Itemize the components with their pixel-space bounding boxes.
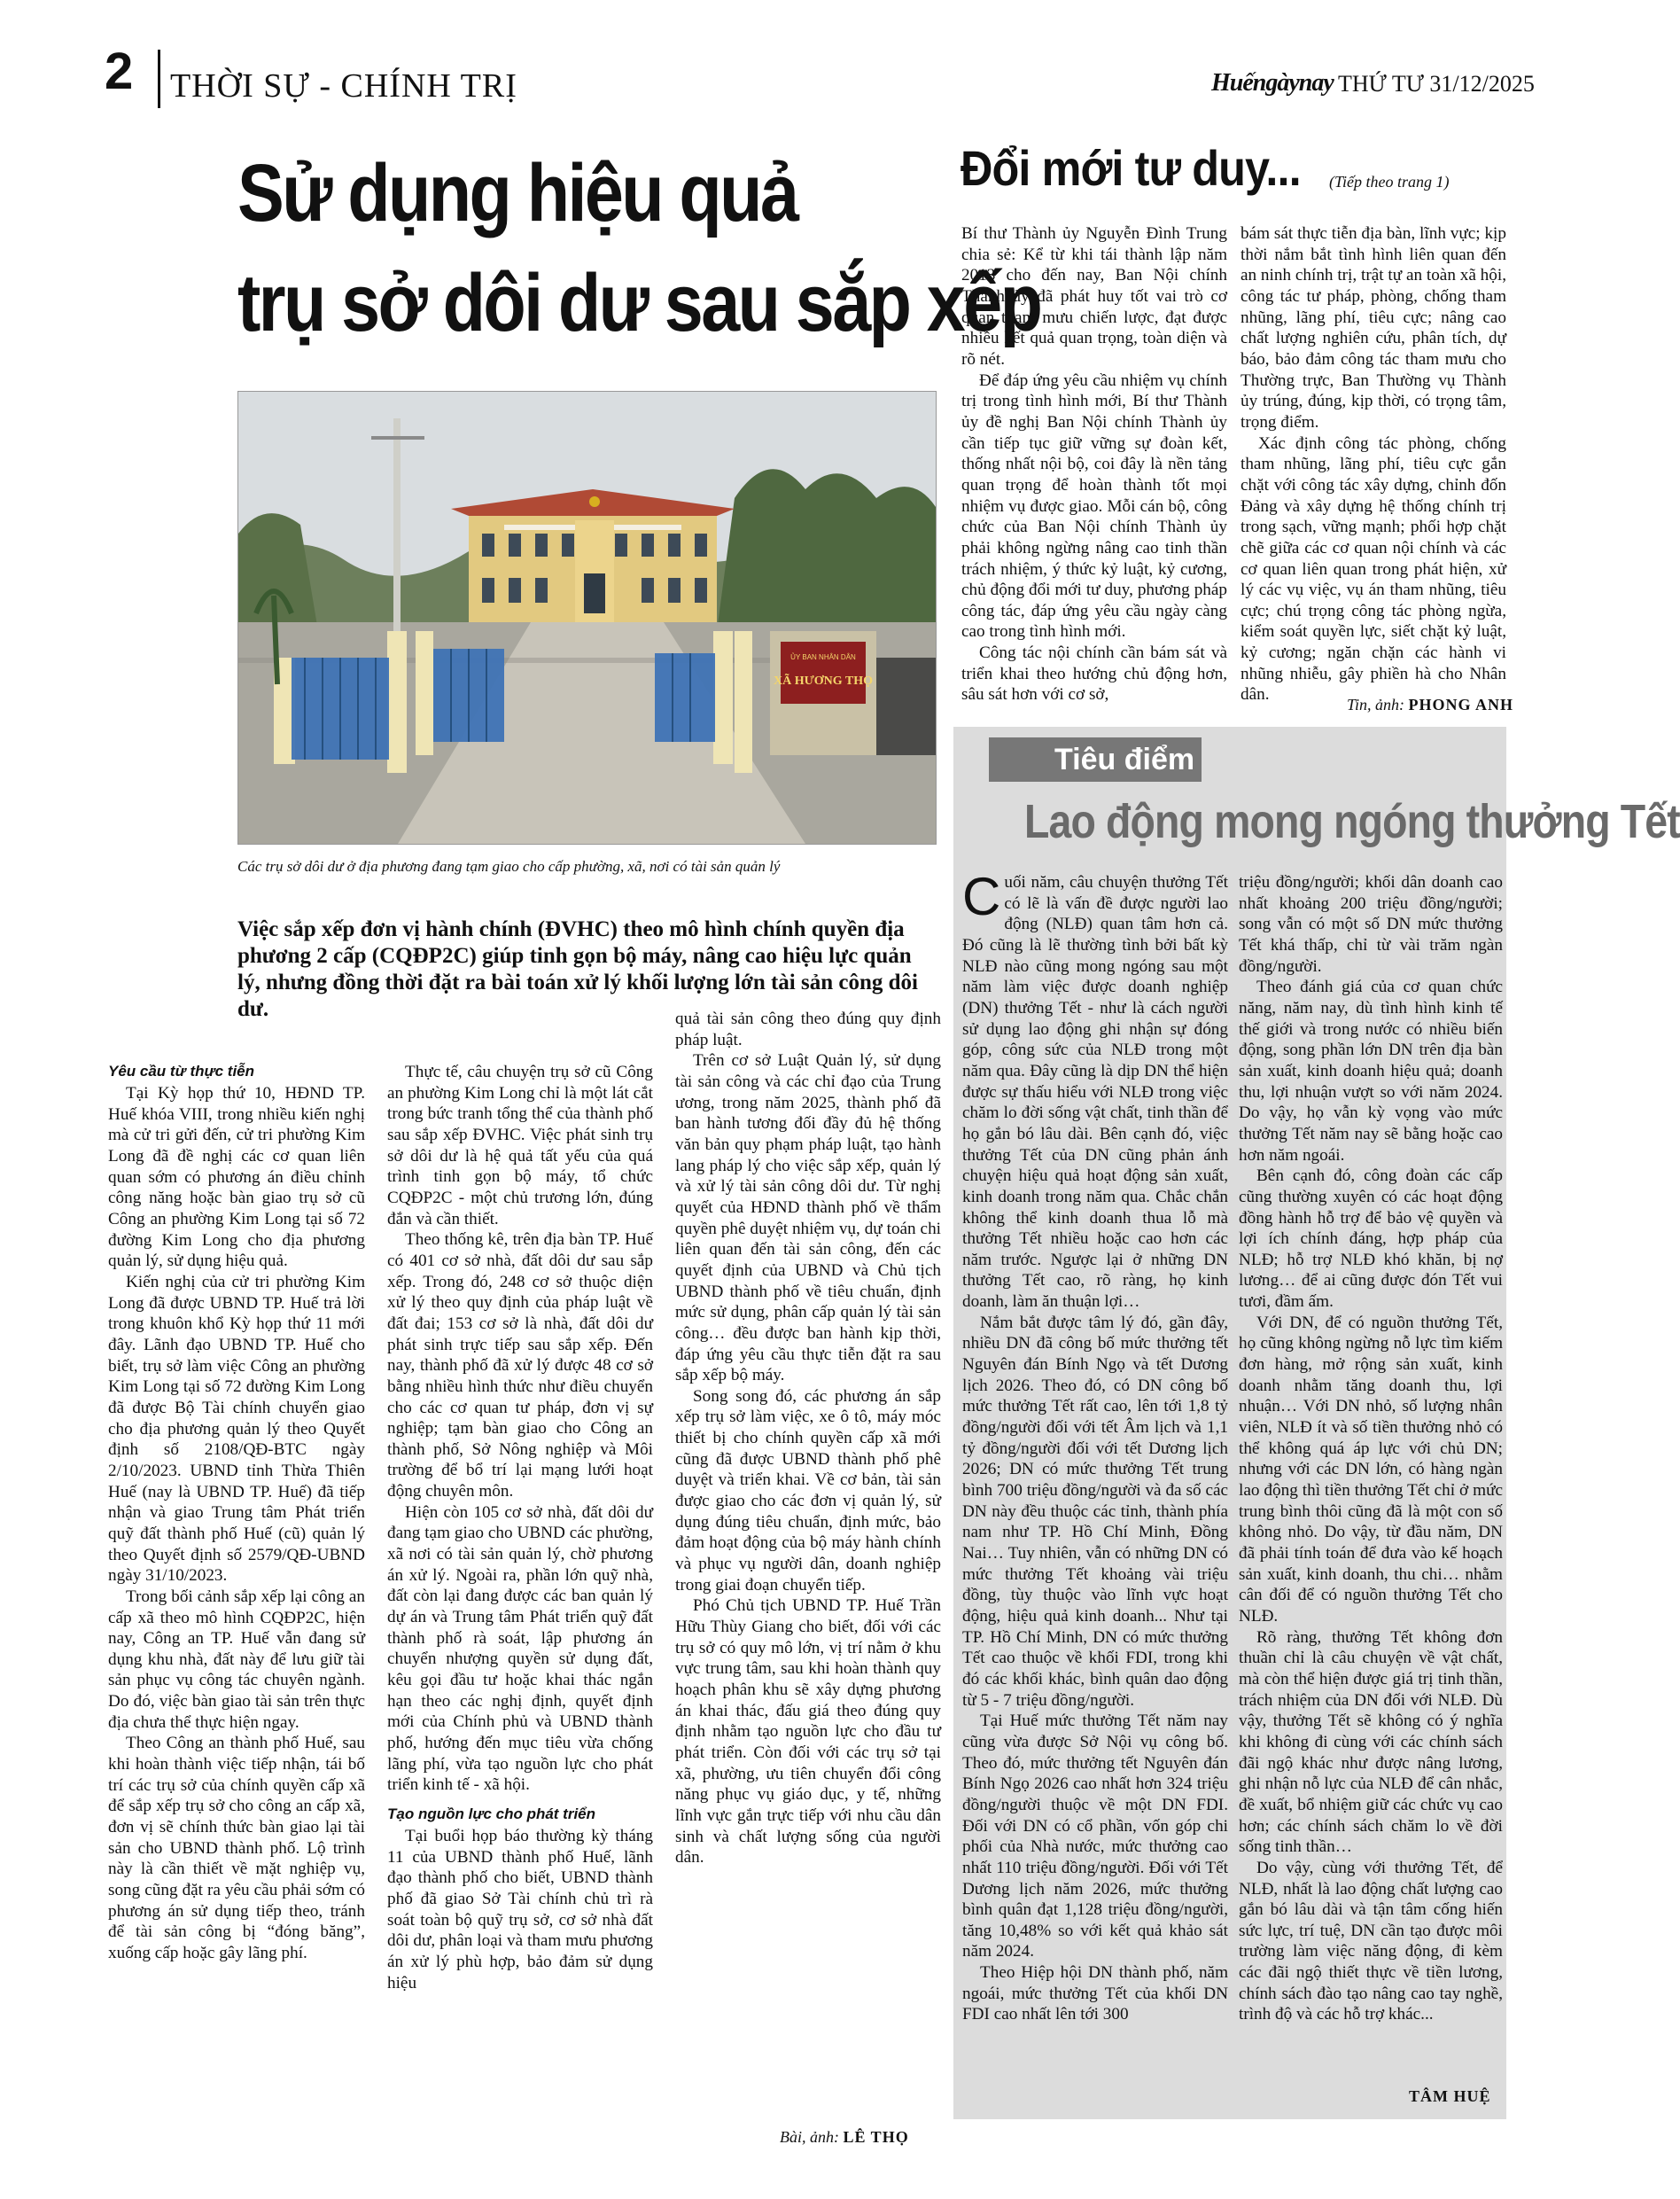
focus-column-2 xyxy=(1239,872,1503,2025)
subheading: Yêu cầu từ thực tiễn xyxy=(108,1063,255,1080)
main-headline-line2: trụ sở dôi dư sau sắp xếp xyxy=(237,258,1041,348)
paragraph: Hiện còn 105 cơ sở nhà, đất dôi dư đang tạm giao cho UBND các phường, xã nơi có tài sản quản lý, chờ phương án xử lý. Ngoài ra, phần lớn quỹ nhà, đất còn lại đang được các ban quản lý dự án và Trung tâm Phát triển quỹ đất thành phố rà soát, lập phương án chuyển nhượng quyền sử dụng đất, kêu gọi đầu tư hoặc khai thác ngắn hạn theo các nghị định, quyết định mới của Chính phủ và UBND thành phố, hướng đến mục tiêu vừa chống lãng phí, vừa tạo nguồn lực cho phát triển kinh tế - xã hội. xyxy=(387,1502,653,1795)
paragraph: Thực tế, câu chuyện trụ sở cũ Công an phường Kim Long chỉ là một lát cắt trong bức tranh tổng thể của thành phố sau sắp xếp ĐVHC. Việc phát sinh trụ sở dôi dư là hệ quả tất yếu của quá trình tinh gọn bộ máy, tổ chức CQĐP2C - một chủ trương lớn, đúng đắn và cần thiết. xyxy=(387,1063,653,1228)
main-column-2 xyxy=(387,1062,653,1993)
continued-note: (Tiếp theo trang 1) xyxy=(1329,173,1450,191)
focus-column-1 xyxy=(962,867,1228,2025)
focus-headline: Lao động mong ngóng thưởng Tết xyxy=(1024,795,1680,848)
paragraph: Trên cơ sở Luật Quản lý, sử dụng tài sản công và các chỉ đạo của Trung ương, trong năm 2025, thành phố đã ban hành tương đối đầy đủ hệ thống văn bản quy phạm pháp luật, tạo hành lang pháp lý cho việc sắp xếp, quản lý và xử lý tài sản công dôi dư. Từ nghị quyết của HĐND thành phố về thẩm quyền phê duyệt nhiệm vụ, dự toán chi liên quan đến tài sản công, đến các quyết định của UBND và Chủ tịch UBND thành phố về tiêu chuẩn, định mức sử dụng, phân cấp quản lý tài sản công… đều được ban hành kịp thời, đáp ứng yêu cầu thực tiễn đặt ra sau sắp xếp bộ máy. xyxy=(675,1051,941,1385)
paragraph: Bí thư Thành ủy Nguyễn Đình Trung chia sẻ: Kể từ khi tái thành lập năm 2013 cho đến nay, Ban Nội chính Thành ủy đã phát huy tốt vai trò cơ quan tham mưu chiến lược, đạt được nhiều kết quả quan trọng, toàn diện và rõ nét. xyxy=(961,224,1227,369)
paragraph: Trong bối cảnh sắp xếp lại công an cấp xã theo mô hình CQĐP2C, hiện nay, Công an TP. Huế vẫn đang sử dụng khu nhà, đất này để lưu giữ tài sản phục vụ công tác chuyên ngành. Do đó, việc bàn giao tài sản trên thực địa chưa thể thực hiện ngay. xyxy=(108,1587,365,1732)
paragraph: bám sát thực tiễn địa bàn, lĩnh vực; kịp thời nắm bắt tình hình liên quan đến an ninh chính trị, trật tự an toàn xã hội, công tác tư pháp, phòng, chống tham nhũng, lãng phí, tiêu cực; nâng cao chất lượng nghiên cứu, phân tích, dự báo, bảo đảm công tác tham mưu cho Thường trực, Ban Thường vụ Thành ủy trúng, đúng, kịp thời, có trọng tâm, trọng điểm. xyxy=(1241,224,1506,432)
paragraph: Phó Chủ tịch UBND TP. Huế Trần Hữu Thùy Giang cho biết, đối với các trụ sở có quy mô lớn, vị trí nằm ở khu vực trung tâm, sau khi hoàn thành quy hoạch phân khu sẽ xây dựng phương án khai thác, đấu giá theo đúng quy định nhằm tạo nguồn lực cho đầu tư phát triển. Còn đối với các trụ sở tại xã, phường, ưu tiên chuyển đổi công năng phục vụ giáo dục, y tế, những lĩnh vực gắn trực tiếp với nhu cầu dân sinh và chất lượng sống của người dân. xyxy=(675,1596,941,1868)
paragraph: Tại Kỳ họp thứ 10, HĐND TP. Huế khóa VIII, trong nhiều kiến nghị mà cử tri gửi đến, cử tri phường Kim Long đã đề nghị các cơ quan liên quan sớm có phương án điều chỉnh công năng hoặc bàn giao trụ sở cũ Công an phường Kim Long tại số 72 đường Kim Long cho địa phương quản lý, sử dụng hiệu quả. xyxy=(108,1084,365,1271)
paragraph: Xác định công tác phòng, chống tham nhũng, lãng phí, tiêu cực gắn chặt với công tác xây dựng, chỉnh đốn Đảng và xây dựng hệ thống chính trị trong sạch, vững mạnh; phối hợp chặt chẽ giữa các cơ quan nội chính và các cơ quan liên quan trong phát hiện, xử lý các vụ việc, vụ án tham nhũng, tiêu cực; chú trọng công tác phòng ngừa, kiểm soát quyền lực, siết chặt kỷ luật, kỷ cương; ngăn chặn các hành vi nhũng nhiễu, gây phiền hà cho Nhân dân. xyxy=(1241,433,1506,705)
sign-small-text: ỦY BAN NHÂN DÂN xyxy=(790,653,856,661)
main-headline-line1: Sử dụng hiệu quả xyxy=(237,148,797,238)
byline-name: PHONG ANH xyxy=(1408,696,1514,714)
paragraph: Theo Công an thành phố Huế, sau khi hoàn thành việc tiếp nhận, tái bố trí các trụ sở của chính quyền cấp xã để sắp xếp trụ sở cho công an cấp xã, đơn vị sẽ chính thức bàn giao lại tài sản cho UBND thành phố. Lộ trình này là cần thiết về mặt nghiệp vụ, song cũng đặt ra yêu cầu phải sớm có phương án sử dụng tiếp theo, tránh để tài sản công bị “đóng băng”, xuống cấp hoặc gây lãng phí. xyxy=(108,1734,365,1962)
paragraph: Nắm bắt được tâm lý đó, gần đây, nhiều DN đã công bố mức thưởng tết Nguyên đán Bính Ngọ và tết Dương lịch 2026. Theo đó, có DN công bố mức thưởng Tết rất cao, lên tới 1,8 tỷ đồng/người đối với tết Âm lịch và 1,1 tỷ đồng/người đối với tết Dương lịch 2026; DN có mức thưởng Tết trung bình 700 triệu đồng/người và đa số các DN này đều thuộc các tỉnh, thành phía nam như TP. Hồ Chí Minh, Đồng Nai… Tuy nhiên, vẫn có những DN có mức thưởng Tết khoảng vài triệu đồng, tùy thuộc vào lĩnh vực hoạt động, hiệu quả kinh doanh... Như tại TP. Hồ Chí Minh, DN có mức thưởng Tết cao thuộc về khối FDI, trong khi đó các khối khác, bình quân dao động từ 5 - 7 triệu đồng/người. xyxy=(962,1313,1228,1710)
focus-tag: Tiêu điểm xyxy=(1054,743,1195,776)
issue-date: THỨ TƯ 31/12/2025 xyxy=(1338,71,1535,97)
building-photo xyxy=(237,391,937,845)
right-column-1 xyxy=(961,223,1227,706)
paragraph: Theo Hiệp hội DN thành phố, năm ngoái, mức thưởng Tết của khối DN FDI cao nhất lên tới 300 xyxy=(962,1963,1228,2024)
right-column-2 xyxy=(1241,223,1506,706)
sign-big-text: XÃ HƯƠNG THỌ xyxy=(773,675,874,688)
paragraph: Tại buổi họp báo thường kỳ tháng 11 của UBND thành phố Huế, lãnh đạo thành phố cho biết, UBND thành phố đã giao Sở Tài chính chủ trì rà soát toàn bộ quỹ trụ sở, cơ sở nhà đất dôi dư, phân loại và tham mưu phương án xử lý phù hợp, bảo đảm sử dụng hiệu xyxy=(387,1827,653,1992)
paragraph: Để đáp ứng yêu cầu nhiệm vụ chính trị trong tình hình mới, Bí thư Thành ủy đề nghị Ban Nội chính Thành ủy cần tiếp tục giữ vững sự đoàn kết, thống nhất nội bộ, coi đây là nền tảng quan trọng để hoàn thành tốt mọi nhiệm vụ được giao. Mỗi cán bộ, công chức của Ban Nội chính Thành ủy phải không ngừng nâng cao tinh thần trách nhiệm, ý thức kỷ luật, kỷ cương, chủ động đổi mới tư duy, phương pháp công tác, đáp ứng yêu cầu ngày càng cao trong tình hình mới. xyxy=(961,370,1227,642)
paragraph: Do vậy, cùng với thưởng Tết, để NLĐ, nhất là lao động chất lượng cao gắn bó lâu dài và tận tâm cống hiến sức lực, trí tuệ, DN cần tạo được môi trường làm việc năng động, đi kèm các đãi ngộ thiết thực về tiền lương, chính sách đào tạo nâng cao tay nghề, trình độ và các hỗ trợ khác... xyxy=(1239,1858,1503,2024)
paragraph: Tại Huế mức thưởng Tết năm nay cũng vừa được Sở Nội vụ công bố. Theo đó, mức thưởng tết Nguyên đán Bính Ngọ 2026 cao nhất hơn 324 triệu đồng/người thuộc về một DN FDI. Đối với DN có cổ phần, vốn góp chi phối của Nhà nước, mức thưởng cao nhất 110 triệu đồng/người. Đối với Tết Dương lịch năm 2026, mức thưởng bình quân đạt 1,128 triệu đồng/người, tăng 10,48% so với kết quả khảo sát năm 2024. xyxy=(962,1712,1228,1961)
paragraph: Cuối năm, câu chuyện thưởng Tết có lẽ là vấn đề được người lao động (NLĐ) quan tâm hơn cả. Đó cũng là lẽ thường tình bởi bất kỳ NLĐ nào cũng mong ngóng sau một năm làm việc được doanh nghiệp (DN) thưởng Tết - như là cách người sử dụng lao động ghi nhận sự đóng góp, công sức của NLĐ trong một năm qua. Đây cũng là dịp DN thể hiện được sự thấu hiểu với NLĐ trong việc chăm lo đời sống vật chất, tinh thần để họ gắn bó lâu dài. Bên cạnh đó, việc thưởng Tết của DN cũng phản ánh chuyện hiệu quả hoạt động sản xuất, kinh doanh trong năm qua. Chắc chắn không thể kinh doanh thua lỗ mà thưởng Tết nhiều hoặc cao hơn các năm trước. Ngược lại ở những DN thưởng Tết cao, rõ ràng, họ kinh doanh, làm ăn thuận lợi… xyxy=(962,867,1228,1312)
page-number: 2 xyxy=(105,43,134,100)
main-byline xyxy=(780,2129,909,2145)
paragraph: Kiến nghị của cử tri phường Kim Long đã được UBND TP. Huế trả lời trong khuôn khổ Kỳ họp thứ 11 mới đây. Lãnh đạo UBND TP. Huế cho biết, trụ sở làm việc Công an phường Kim Long tại số 72 đường Kim Long đã được Bộ Tài chính chuyển giao cho địa phương quản lý theo Quyết định số 2108/QĐ-BTC ngày 2/10/2023. UBND tỉnh Thừa Thiên Huế (nay là UBND TP. Huế) đã tiếp nhận và giao Trung tâm Phát triển quỹ đất thành phố Huế (cũ) quản lý theo Quyết định số 2579/QĐ-UBND ngày 31/10/2023. xyxy=(108,1273,365,1586)
header-divider xyxy=(158,50,160,108)
paragraph: quả tài sản công theo đúng quy định pháp luật. xyxy=(675,1010,941,1049)
byline-label: Tin, ảnh: xyxy=(1347,696,1405,714)
focus-byline: TÂM HUỆ xyxy=(1409,2087,1491,2105)
paragraph: triệu đồng/người; khối dân doanh cao nhất khoảng 200 triệu đồng/người; song vẫn có một số DN mức thưởng Tết khá thấp, chỉ từ vài trăm ngàn đồng/người. xyxy=(1239,873,1503,976)
main-column-1 xyxy=(108,1062,365,1964)
paragraph: Song song đó, các phương án sắp xếp trụ sở làm việc, xe ô tô, máy móc thiết bị cho chính quyền cấp xã mới cũng đã được UBND thành phố phê duyệt và triển khai. Về cơ bản, tài sản được giao cho các đơn vị quản lý, sử dụng đúng tiêu chuẩn, định mức, bảo đảm hoạt động của bộ máy hành chính và phục vụ người dân, doanh nghiệp trong giai đoạn chuyển tiếp. xyxy=(675,1386,941,1595)
main-column-3 xyxy=(675,1009,941,1868)
paragraph: Công tác nội chính cần bám sát và triển khai theo hướng chủ động hơn, sâu sát hơn với cơ sở, xyxy=(961,643,1227,705)
lead-paragraph: Việc sắp xếp đơn vị hành chính (ĐVHC) theo mô hình chính quyền địa phương 2 cấp (CQĐP2C) giúp tinh gọn bộ máy, nâng cao hiệu lực quản lý, nhưng đồng thời đặt ra bài toán xử lý khối lượng lớn tài sản công dôi dư. xyxy=(237,917,918,1021)
subheading: Tạo nguồn lực cho phát triển xyxy=(387,1805,596,1822)
byline-name: LÊ THỌ xyxy=(843,2128,909,2146)
paragraph: Với DN, để có nguồn thưởng Tết, họ cũng không ngừng nỗ lực tìm kiếm đơn hàng, mở rộng sản xuất, kinh doanh nhằm tăng doanh thu, lợi nhuận… Với DN nhỏ, số lượng nhân viên, NLĐ ít và số tiền thưởng nhỏ có thể không quá áp lực với chủ DN; nhưng với các DN lớn, có hàng ngàn lao động thì tiền thưởng Tết chỉ ở mức trung bình thôi cũng đã là một con số không nhỏ. Do vậy, từ đầu năm, DN đã phải tính toán để đưa vào kế hoạch sản xuất, kinh doanh, thu chi… nhằm cân đối để có nguồn thưởng Tết cho NLĐ. xyxy=(1239,1313,1503,1626)
paragraph: Rõ ràng, thưởng Tết không đơn thuần chỉ là câu chuyện về vật chất, mà còn thể hiện được giá trị tinh thần, trách nhiệm của DN đối với NLĐ. Dù vậy, thưởng Tết sẽ không có ý nghĩa khi không đi cùng với các chính sách đãi ngộ khác như được nâng lương, ghi nhận nỗ lực của NLĐ để cân nhắc, đề xuất, bổ nhiệm giữ các chức vụ cao hơn; các chính sách chăm lo về đời sống tinh thần… xyxy=(1239,1627,1503,1857)
right-headline: Đổi mới tư duy... xyxy=(961,140,1301,196)
paper-logo: Huếngàynay xyxy=(1211,69,1334,97)
paragraph: Theo đánh giá của cơ quan chức năng, năm nay, dù tình hình kinh tế thế giới và trong nước có nhiều biến động, song phần lớn DN trên địa bàn sản xuất, kinh doanh hiệu quả; doanh thu, lợi nhuận vượt so với năm 2024. Do vậy, họ vẫn kỳ vọng vào mức thưởng Tết năm nay sẽ bằng hoặc cao hơn năm ngoái. xyxy=(1239,978,1503,1165)
right-byline xyxy=(1347,697,1513,713)
paragraph: Theo thống kê, trên địa bàn TP. Huế có 401 cơ sở nhà, đất dôi dư sau sắp xếp. Trong đó, 248 cơ sở thuộc diện xử lý theo quy định của pháp luật về đất đai; 153 cơ sở là nhà, đất dôi dư phát sinh trực tiếp sau sắp xếp. Đến nay, thành phố đã xử lý được 48 cơ sở bằng nhiều hình thức như điều chuyển cho các cơ quan tư pháp, đơn vị sự nghiệp; tạm bàn giao cho Công an thành phố, Sở Nông nghiệp và Môi trường để bổ trí lại mạng lưới hoạt động chuyên môn. xyxy=(387,1230,653,1501)
section-title: THỜI SỰ - CHÍNH TRỊ xyxy=(170,67,517,105)
building-photo-illustration xyxy=(238,392,936,844)
photo-caption: Các trụ sở dôi dư ở địa phương đang tạm giao cho cấp phường, xã, nơi có tài sản quản lý xyxy=(237,858,781,875)
paragraph: Bên cạnh đó, công đoàn các cấp cũng thường xuyên có các hoạt động đồng hành hỗ trợ để bảo vệ quyền và lợi ích chính đáng, hợp pháp của NLĐ; hỗ trợ NLĐ khó khăn, bị nợ lương… để ai cũng được đón Tết vui tươi, đầm ấm. xyxy=(1239,1166,1503,1312)
byline-label: Bài, ảnh: xyxy=(780,2128,839,2146)
